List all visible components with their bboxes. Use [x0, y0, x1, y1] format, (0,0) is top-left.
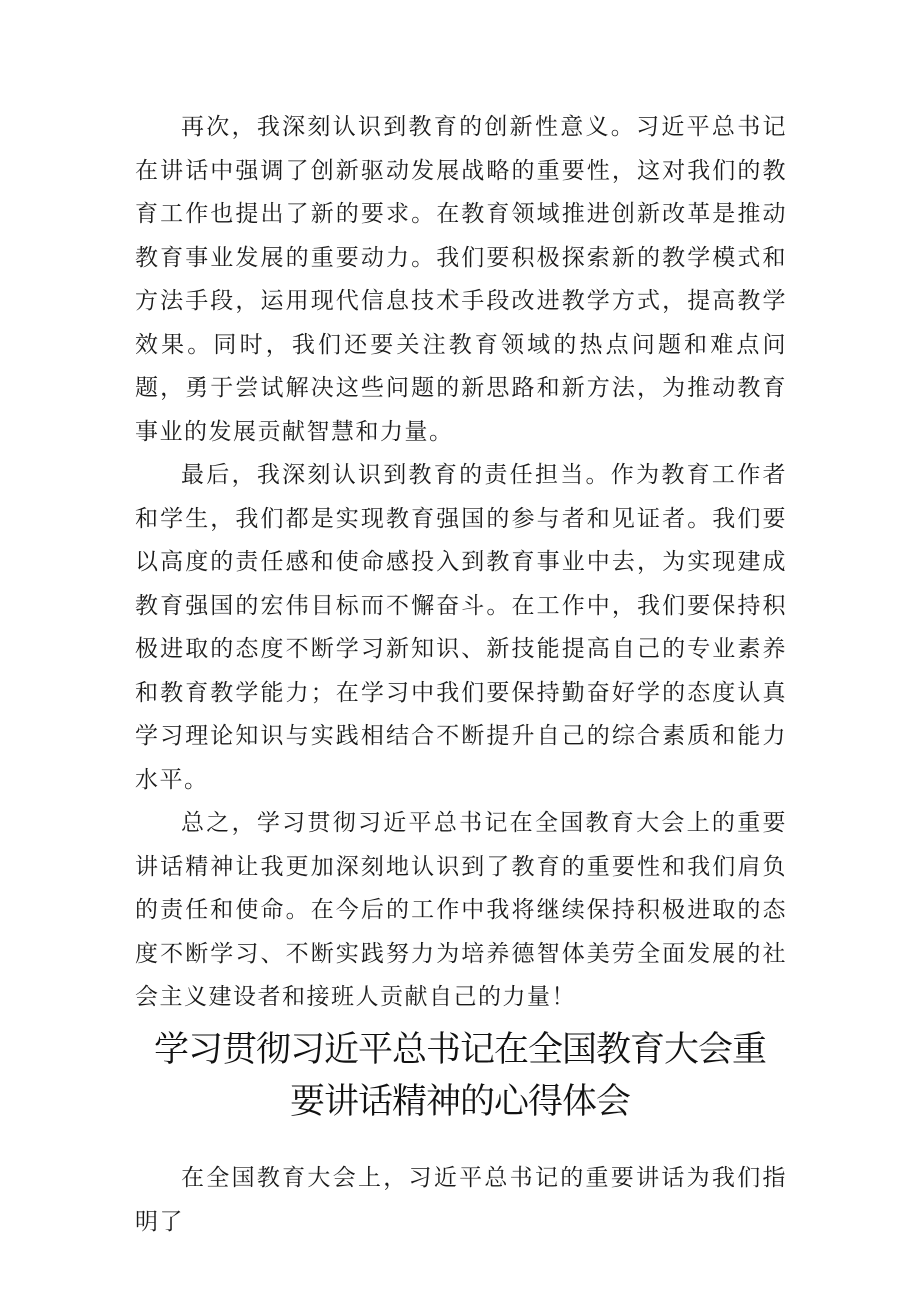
- document-body-bottom: [135, 1157, 787, 1244]
- paragraph-innovation: 再次，我深刻认识到教育的创新性意义。习近平总书记在讲话中强调了创新驱动发展战略的重要性，这对我们的教育工作也提出了新的要求。在教育领域推进创新改革是推动教育事业发展的重要动力。我们要积极探索新的教学模式和方法手段，运用现代信息技术手段改进教学方式，提高教学效果。同时，我们还要关注教育领域的热点问题和难点问题，勇于尝试解决这些问题的新思路和新方法，为推动教育事业的发展贡献智慧和力量。: [135, 114, 787, 445]
- paragraph-opening: 在全国教育大会上，习近平总书记的重要讲话为我们指明了: [135, 1165, 787, 1235]
- paragraph-conclusion: 总之，学习贯彻习近平总书记在全国教育大会上的重要讲话精神让我更加深刻地认识到了教育的重要性和我们肩负的责任和使命。在今后的工作中我将继续保持积极进取的态度不断学习、不断实践努力为培养德智体美劳全面发展的社会主义建设者和接班人贡献自己的力量！: [135, 810, 787, 1010]
- section-title: [120, 1024, 800, 1128]
- document-body-top: [135, 106, 787, 1020]
- section-title-line-1: 学习贯彻习近平总书记在全国教育大会重: [153, 1030, 766, 1070]
- paragraph-responsibility: 最后，我深刻认识到教育的责任担当。作为教育工作者和学生，我们都是实现教育强国的参与者和见证者。我们要以高度的责任感和使命感投入到教育事业中去，为实现建成教育强国的宏伟目标而不懈奋斗。在工作中，我们要保持积极进取的态度不断学习新知识、新技能提高自己的专业素养和教育教学能力；在学习中我们要保持勤奋好学的态度认真学习理论知识与实践相结合不断提升自己的综合素质和能力水平。: [135, 462, 787, 793]
- section-title-line-2: 要讲话精神的心得体会: [289, 1082, 630, 1122]
